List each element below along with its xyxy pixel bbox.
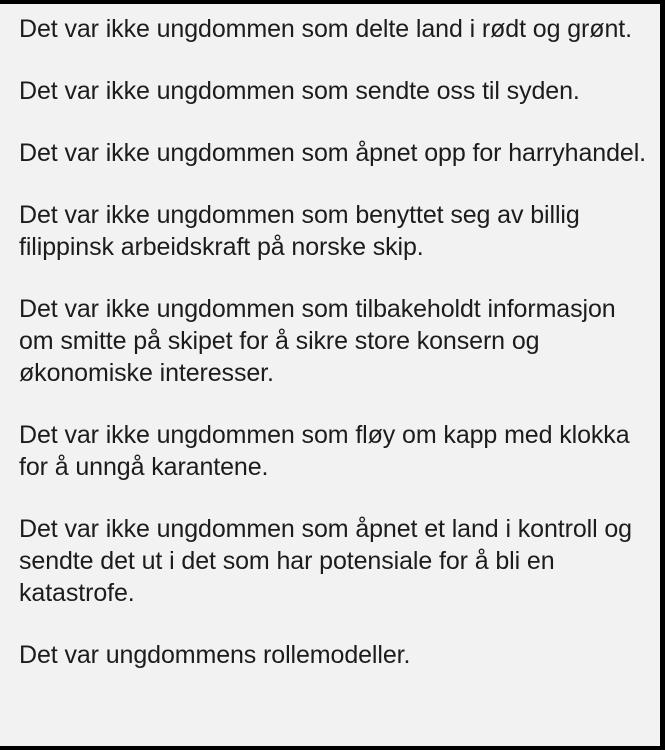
paragraph-6: Det var ikke ungdommen som fløy om kapp med klokka for å unngå karantene. (19, 421, 630, 481)
paragraph-4: Det var ikke ungdommen som benyttet seg av billig filippinsk arbeidskraft på norske skip. (19, 201, 580, 261)
paragraph-7: Det var ikke ungdommen som åpnet et land i kontroll og sendte det ut i det som har potensiale for å bli en katastrofe. (19, 515, 632, 607)
paragraph-2: Det var ikke ungdommen som sendte oss til syden. (19, 77, 580, 105)
post-container (0, 4, 660, 746)
paragraph-8: Det var ungdommens rollemodeller. (19, 641, 411, 669)
paragraph-3: Det var ikke ungdommen som åpnet opp for harryhandel. (19, 139, 646, 167)
post-text (19, 13, 651, 671)
paragraph-5: Det var ikke ungdommen som tilbakeholdt informasjon om smitte på skipet for å sikre store konsern og økonomiske interesser. (19, 295, 616, 387)
paragraph-1: Det var ikke ungdommen som delte land i rødt og grønt. (19, 15, 632, 43)
